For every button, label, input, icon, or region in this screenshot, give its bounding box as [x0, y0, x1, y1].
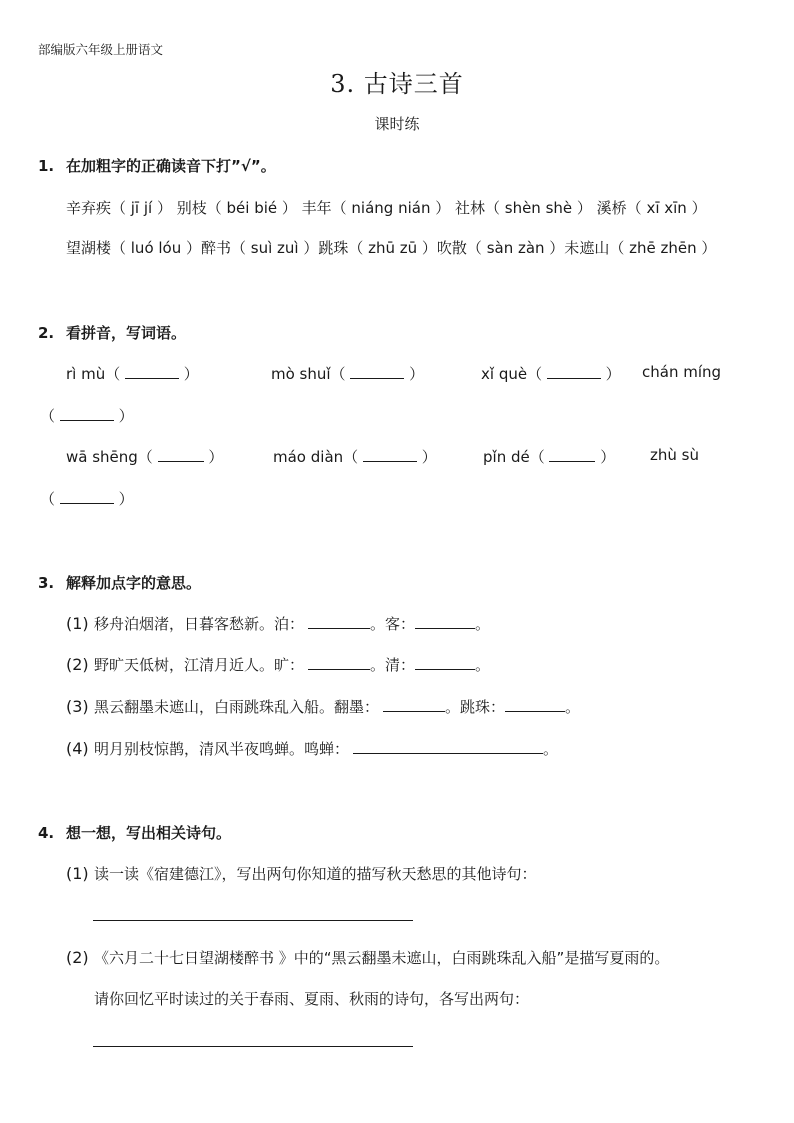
pinyin-item-wrap — [40, 405, 134, 426]
question-4-text: 想一想，写出相关诗句。 — [66, 824, 232, 842]
question-1-line-2: 望湖楼（ luó lóu ）醉书（ suì zuì ）跳珠（ zhū zū ）吹散（ sàn zàn ）未遮山（ zhē zhēn ） — [66, 239, 717, 257]
pinyin-text: rì mù（ — [66, 365, 125, 383]
open-paren: （ — [40, 490, 56, 508]
open-paren: （ — [40, 407, 56, 425]
answer-blank[interactable] — [415, 655, 475, 670]
item-text: 野旷天低树，江清月近人。旷： — [94, 656, 305, 674]
question-4-item — [66, 947, 669, 968]
answer-blank[interactable] — [350, 364, 404, 379]
item-text: 《六月二十七日望湖楼醉书 》中的“黑云翻墨未遮山，白雨跳珠乱入船”是描写夏雨的。 — [94, 949, 670, 967]
answer-blank[interactable] — [415, 614, 475, 629]
answer-line[interactable] — [93, 1046, 413, 1047]
item-text: 。 — [565, 698, 581, 716]
question-3-item — [66, 613, 490, 634]
pinyin-item-wrap — [40, 488, 134, 509]
pinyin-item — [483, 446, 615, 467]
question-3-item — [66, 654, 490, 675]
question-1-number: 1. — [38, 157, 55, 175]
sub-number: (4) — [66, 739, 89, 758]
close-paren: ） — [118, 407, 134, 425]
question-1-line-1: 辛弃疾（ jī jí ） 别枝（ béi bié ） 丰年（ niáng nián ） 社林（ shèn shè ） 溪桥（ xī xīn ） — [66, 199, 707, 217]
answer-line[interactable] — [93, 920, 413, 921]
question-3-number: 3. — [38, 574, 55, 592]
close-paren: ） — [183, 365, 199, 383]
answer-blank[interactable] — [60, 406, 114, 421]
pinyin-text: mò shuǐ（ — [271, 365, 351, 383]
close-paren: ） — [409, 365, 425, 383]
question-3-text: 解释加点字的意思。 — [66, 574, 202, 592]
answer-blank[interactable] — [308, 655, 370, 670]
question-1-heading — [38, 155, 276, 176]
question-2-text: 看拼音，写词语。 — [66, 324, 187, 342]
pinyin-text: wā shēng（ — [66, 448, 158, 466]
sub-number: (1) — [66, 614, 89, 633]
item-text: 黑云翻墨未遮山，白雨跳珠乱入船。翻墨： — [94, 698, 380, 716]
pinyin-text: zhù sù — [650, 446, 699, 464]
header-note: 部编版六年级上册语文 — [38, 42, 164, 57]
question-2-heading — [38, 322, 186, 343]
pinyin-item — [66, 446, 223, 467]
answer-blank[interactable] — [158, 447, 204, 462]
pinyin-item — [481, 363, 621, 384]
sub-number: (2) — [66, 655, 89, 674]
item-text: 。 — [475, 615, 491, 633]
item-text: 读一读《宿建德江》，写出两句你知道的描写秋天愁思的其他诗句： — [94, 865, 537, 883]
answer-blank[interactable] — [125, 364, 179, 379]
question-3-heading — [38, 572, 201, 593]
pinyin-item — [66, 363, 199, 384]
answer-blank[interactable] — [353, 739, 543, 754]
item-text: 明月别枝惊鹊，清风半夜鸣蝉。鸣蝉： — [94, 740, 350, 758]
close-paren: ） — [605, 365, 621, 383]
close-paren: ） — [208, 448, 224, 466]
answer-blank[interactable] — [383, 697, 445, 712]
pinyin-text: máo diàn（ — [273, 448, 363, 466]
sub-number: (1) — [66, 864, 89, 883]
page-subtitle: 课时练 — [374, 115, 420, 133]
pinyin-text: xǐ què（ — [481, 365, 547, 383]
question-4-number: 4. — [38, 824, 55, 842]
pinyin-item — [650, 446, 699, 464]
item-text: 。 — [543, 740, 559, 758]
answer-blank[interactable] — [549, 447, 595, 462]
item-text: 移舟泊烟渚，日暮客愁新。泊： — [94, 615, 305, 633]
question-3-item — [66, 738, 558, 759]
sub-number: (2) — [66, 948, 89, 967]
answer-blank[interactable] — [60, 489, 114, 504]
close-paren: ） — [421, 448, 437, 466]
question-3-item — [66, 696, 580, 717]
page-title: 3. 古诗三首 — [330, 70, 464, 98]
question-1-text: 在加粗字的正确读音下打”√”。 — [66, 157, 276, 175]
question-4-item-continued: 请你回忆平时读过的关于春雨、夏雨、秋雨的诗句，各写出两句： — [94, 990, 530, 1008]
pinyin-item — [273, 446, 437, 467]
item-text: 。跳珠： — [445, 698, 506, 716]
item-text: 。客： — [370, 615, 416, 633]
answer-blank[interactable] — [547, 364, 601, 379]
question-4-heading — [38, 822, 231, 843]
close-paren: ） — [118, 490, 134, 508]
item-text: 。 — [475, 656, 491, 674]
question-2-number: 2. — [38, 324, 55, 342]
sub-number: (3) — [66, 697, 89, 716]
question-4-item — [66, 863, 537, 884]
answer-blank[interactable] — [363, 447, 417, 462]
answer-blank[interactable] — [308, 614, 370, 629]
answer-blank[interactable] — [505, 697, 565, 712]
item-text: 。清： — [370, 656, 416, 674]
pinyin-text: pǐn dé（ — [483, 448, 550, 466]
close-paren: ） — [600, 448, 616, 466]
pinyin-item — [271, 363, 424, 384]
pinyin-text: chán míng — [642, 363, 722, 381]
pinyin-item — [642, 363, 721, 381]
